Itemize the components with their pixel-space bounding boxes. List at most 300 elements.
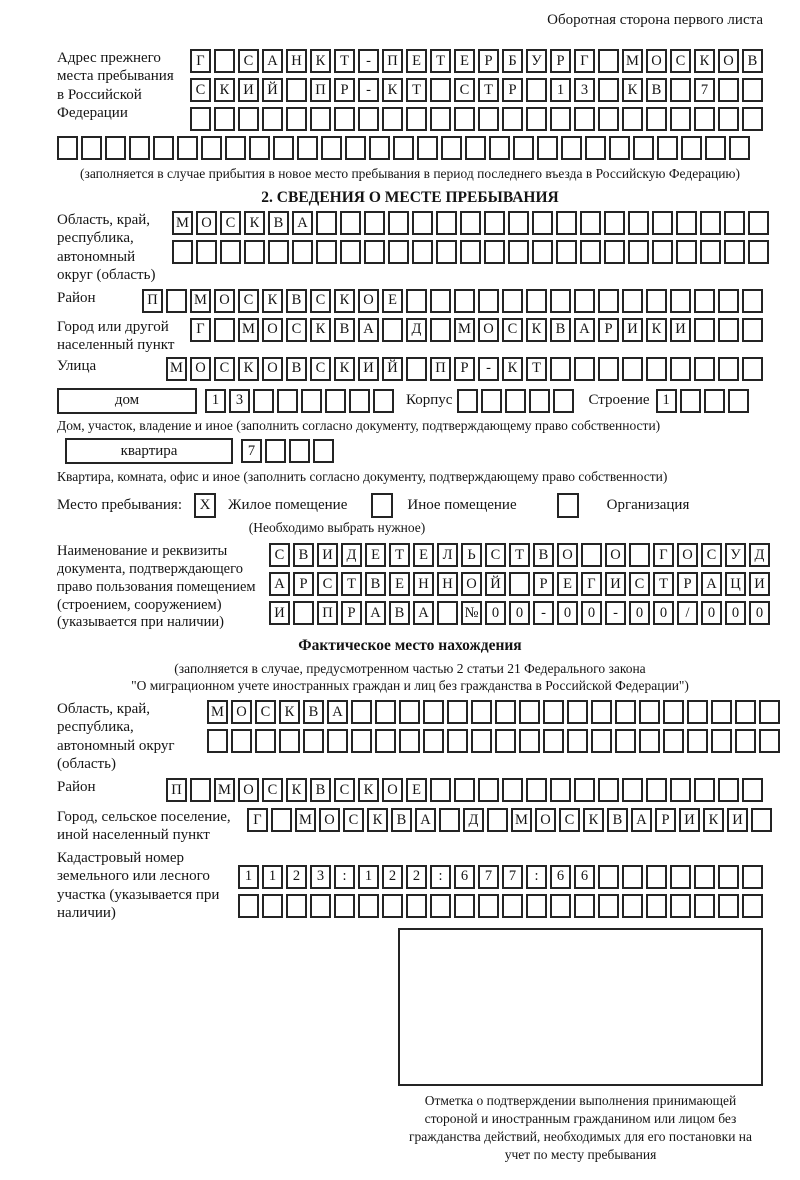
char-cell[interactable]: С	[629, 572, 650, 596]
char-cell[interactable]	[646, 289, 667, 313]
char-cell[interactable]: -	[605, 601, 626, 625]
char-cell[interactable]	[652, 211, 673, 235]
char-cell[interactable]: 1	[656, 389, 677, 413]
char-cell[interactable]	[622, 357, 643, 381]
char-cell[interactable]: 2	[286, 865, 307, 889]
char-cell[interactable]: С	[220, 211, 241, 235]
char-cell[interactable]	[705, 136, 726, 160]
char-cell[interactable]: 7	[478, 865, 499, 889]
char-cell[interactable]: Ц	[725, 572, 746, 596]
char-cell[interactable]	[345, 136, 366, 160]
char-cell[interactable]: О	[677, 543, 698, 567]
char-cell[interactable]: В	[607, 808, 628, 832]
char-cell[interactable]: М	[238, 318, 259, 342]
char-cell[interactable]: №	[461, 601, 482, 625]
char-cell[interactable]	[742, 894, 763, 918]
char-cell[interactable]: П	[166, 778, 187, 802]
char-cell[interactable]: А	[574, 318, 595, 342]
char-cell[interactable]	[81, 136, 102, 160]
char-cell[interactable]: 3	[310, 865, 331, 889]
char-cell[interactable]	[478, 778, 499, 802]
char-cell[interactable]	[553, 389, 574, 413]
char-cell[interactable]: А	[262, 49, 283, 73]
char-cell[interactable]	[742, 107, 763, 131]
char-cell[interactable]	[375, 700, 396, 724]
char-cell[interactable]	[303, 729, 324, 753]
char-cell[interactable]: С	[190, 78, 211, 102]
char-cell[interactable]: М	[511, 808, 532, 832]
char-cell[interactable]	[190, 778, 211, 802]
char-cell[interactable]	[622, 894, 643, 918]
char-cell[interactable]: С	[454, 78, 475, 102]
char-cell[interactable]: И	[317, 543, 338, 567]
char-cell[interactable]: В	[533, 543, 554, 567]
char-cell[interactable]	[253, 389, 274, 413]
char-cell[interactable]	[196, 240, 217, 264]
char-cell[interactable]	[478, 289, 499, 313]
char-cell[interactable]	[238, 894, 259, 918]
char-cell[interactable]	[399, 729, 420, 753]
char-cell[interactable]	[742, 289, 763, 313]
char-cell[interactable]: П	[310, 78, 331, 102]
char-cell[interactable]: С	[310, 357, 331, 381]
char-cell[interactable]: 2	[382, 865, 403, 889]
char-cell[interactable]: К	[358, 778, 379, 802]
char-cell[interactable]: В	[286, 289, 307, 313]
char-cell[interactable]: Н	[437, 572, 458, 596]
char-cell[interactable]	[567, 729, 588, 753]
char-cell[interactable]: -	[358, 78, 379, 102]
char-cell[interactable]	[393, 136, 414, 160]
char-cell[interactable]: С	[485, 543, 506, 567]
char-cell[interactable]: О	[461, 572, 482, 596]
char-cell[interactable]	[652, 240, 673, 264]
char-cell[interactable]: Е	[557, 572, 578, 596]
char-cell[interactable]	[358, 894, 379, 918]
char-cell[interactable]: Р	[293, 572, 314, 596]
char-cell[interactable]	[177, 136, 198, 160]
char-cell[interactable]	[351, 700, 372, 724]
char-cell[interactable]	[742, 318, 763, 342]
char-cell[interactable]	[561, 136, 582, 160]
char-cell[interactable]	[454, 894, 475, 918]
char-cell[interactable]	[207, 729, 228, 753]
char-cell[interactable]	[129, 136, 150, 160]
char-cell[interactable]	[694, 289, 715, 313]
char-cell[interactable]	[694, 107, 715, 131]
char-cell[interactable]: Й	[382, 357, 403, 381]
char-cell[interactable]: Н	[286, 49, 307, 73]
char-cell[interactable]	[670, 357, 691, 381]
char-cell[interactable]	[526, 78, 547, 102]
char-cell[interactable]	[375, 729, 396, 753]
char-cell[interactable]: Р	[334, 78, 355, 102]
char-cell[interactable]: П	[317, 601, 338, 625]
char-cell[interactable]	[301, 389, 322, 413]
char-cell[interactable]	[581, 543, 602, 567]
char-cell[interactable]: Е	[454, 49, 475, 73]
char-cell[interactable]	[519, 729, 540, 753]
char-cell[interactable]: О	[646, 49, 667, 73]
char-cell[interactable]	[759, 700, 780, 724]
char-cell[interactable]: М	[622, 49, 643, 73]
char-cell[interactable]	[742, 865, 763, 889]
char-cell[interactable]: 0	[485, 601, 506, 625]
char-cell[interactable]	[316, 240, 337, 264]
char-cell[interactable]: К	[583, 808, 604, 832]
char-cell[interactable]: Р	[341, 601, 362, 625]
char-cell[interactable]: Е	[413, 543, 434, 567]
char-cell[interactable]	[255, 729, 276, 753]
char-cell[interactable]: В	[646, 78, 667, 102]
char-cell[interactable]	[509, 572, 530, 596]
char-cell[interactable]: П	[382, 49, 403, 73]
char-cell[interactable]	[670, 289, 691, 313]
char-cell[interactable]	[591, 729, 612, 753]
char-cell[interactable]: 7	[241, 439, 262, 463]
char-cell[interactable]: Г	[247, 808, 268, 832]
char-cell[interactable]	[316, 211, 337, 235]
char-cell[interactable]: Т	[341, 572, 362, 596]
char-cell[interactable]: Т	[653, 572, 674, 596]
char-cell[interactable]	[670, 78, 691, 102]
char-cell[interactable]	[724, 211, 745, 235]
char-cell[interactable]: Й	[262, 78, 283, 102]
char-cell[interactable]: И	[622, 318, 643, 342]
char-cell[interactable]	[550, 778, 571, 802]
char-cell[interactable]: Р	[478, 49, 499, 73]
char-cell[interactable]: С	[334, 778, 355, 802]
char-cell[interactable]	[351, 729, 372, 753]
char-cell[interactable]	[471, 700, 492, 724]
char-cell[interactable]	[478, 894, 499, 918]
char-cell[interactable]: С	[343, 808, 364, 832]
char-cell[interactable]: О	[190, 357, 211, 381]
char-cell[interactable]	[598, 778, 619, 802]
char-cell[interactable]: -	[478, 357, 499, 381]
char-cell[interactable]	[609, 136, 630, 160]
char-cell[interactable]	[262, 894, 283, 918]
char-cell[interactable]	[598, 865, 619, 889]
char-cell[interactable]	[718, 865, 739, 889]
char-cell[interactable]	[279, 729, 300, 753]
char-cell[interactable]: Е	[406, 778, 427, 802]
char-cell[interactable]	[334, 894, 355, 918]
char-cell[interactable]: А	[269, 572, 290, 596]
char-cell[interactable]	[439, 808, 460, 832]
char-cell[interactable]	[718, 894, 739, 918]
char-cell[interactable]: С	[310, 289, 331, 313]
char-cell[interactable]	[646, 894, 667, 918]
char-cell[interactable]	[388, 240, 409, 264]
char-cell[interactable]	[430, 78, 451, 102]
char-cell[interactable]: А	[358, 318, 379, 342]
char-cell[interactable]: О	[605, 543, 626, 567]
char-cell[interactable]: И	[238, 78, 259, 102]
char-cell[interactable]	[711, 729, 732, 753]
char-cell[interactable]	[388, 211, 409, 235]
char-cell[interactable]	[447, 729, 468, 753]
char-cell[interactable]: 0	[557, 601, 578, 625]
char-cell[interactable]: Д	[749, 543, 770, 567]
char-cell[interactable]	[550, 357, 571, 381]
char-cell[interactable]	[580, 211, 601, 235]
char-cell[interactable]	[526, 778, 547, 802]
char-cell[interactable]: С	[255, 700, 276, 724]
char-cell[interactable]	[598, 289, 619, 313]
char-cell[interactable]: В	[742, 49, 763, 73]
char-cell[interactable]	[430, 894, 451, 918]
char-cell[interactable]: К	[526, 318, 547, 342]
char-cell[interactable]	[484, 240, 505, 264]
char-cell[interactable]	[526, 289, 547, 313]
char-cell[interactable]: Е	[389, 572, 410, 596]
char-cell[interactable]	[711, 700, 732, 724]
char-cell[interactable]	[574, 289, 595, 313]
char-cell[interactable]	[646, 107, 667, 131]
char-cell[interactable]	[349, 389, 370, 413]
char-cell[interactable]: К	[382, 78, 403, 102]
char-cell[interactable]: В	[334, 318, 355, 342]
char-cell[interactable]: А	[415, 808, 436, 832]
char-cell[interactable]	[321, 136, 342, 160]
char-cell[interactable]: В	[391, 808, 412, 832]
char-cell[interactable]: Г	[190, 318, 211, 342]
char-cell[interactable]	[457, 389, 478, 413]
char-cell[interactable]	[454, 289, 475, 313]
char-cell[interactable]	[325, 389, 346, 413]
char-cell[interactable]: О	[238, 778, 259, 802]
char-cell[interactable]: К	[334, 357, 355, 381]
char-cell[interactable]	[526, 107, 547, 131]
char-cell[interactable]: 6	[574, 865, 595, 889]
char-cell[interactable]	[262, 107, 283, 131]
char-cell[interactable]: В	[268, 211, 289, 235]
char-cell[interactable]	[556, 240, 577, 264]
char-cell[interactable]	[327, 729, 348, 753]
char-cell[interactable]: Р	[655, 808, 676, 832]
char-cell[interactable]	[680, 389, 701, 413]
char-cell[interactable]: 1	[358, 865, 379, 889]
char-cell[interactable]: Е	[382, 289, 403, 313]
char-cell[interactable]: Т	[509, 543, 530, 567]
char-cell[interactable]	[646, 357, 667, 381]
char-cell[interactable]: Р	[598, 318, 619, 342]
char-cell[interactable]	[430, 318, 451, 342]
char-cell[interactable]: П	[142, 289, 163, 313]
char-cell[interactable]	[694, 357, 715, 381]
char-cell[interactable]: А	[292, 211, 313, 235]
char-cell[interactable]: О	[557, 543, 578, 567]
char-cell[interactable]: С	[269, 543, 290, 567]
char-cell[interactable]: Р	[502, 78, 523, 102]
char-cell[interactable]	[412, 240, 433, 264]
char-cell[interactable]	[454, 778, 475, 802]
char-cell[interactable]: 6	[454, 865, 475, 889]
char-cell[interactable]: А	[701, 572, 722, 596]
char-cell[interactable]	[358, 107, 379, 131]
char-cell[interactable]	[465, 136, 486, 160]
char-cell[interactable]	[718, 357, 739, 381]
char-cell[interactable]	[676, 240, 697, 264]
char-cell[interactable]	[508, 211, 529, 235]
char-cell[interactable]: /	[677, 601, 698, 625]
char-cell[interactable]: О	[196, 211, 217, 235]
char-cell[interactable]: 0	[749, 601, 770, 625]
char-cell[interactable]: О	[319, 808, 340, 832]
char-cell[interactable]: К	[279, 700, 300, 724]
char-cell[interactable]: 7	[694, 78, 715, 102]
char-cell[interactable]	[718, 778, 739, 802]
char-cell[interactable]	[412, 211, 433, 235]
char-cell[interactable]: С	[701, 543, 722, 567]
char-cell[interactable]: Р	[533, 572, 554, 596]
char-cell[interactable]	[670, 865, 691, 889]
char-cell[interactable]	[310, 107, 331, 131]
char-cell[interactable]: К	[703, 808, 724, 832]
char-cell[interactable]: Т	[406, 78, 427, 102]
char-cell[interactable]: М	[454, 318, 475, 342]
char-cell[interactable]	[639, 700, 660, 724]
char-cell[interactable]: К	[244, 211, 265, 235]
char-cell[interactable]	[373, 389, 394, 413]
char-cell[interactable]: Т	[478, 78, 499, 102]
char-cell[interactable]	[574, 107, 595, 131]
char-cell[interactable]: К	[367, 808, 388, 832]
char-cell[interactable]: О	[718, 49, 739, 73]
char-cell[interactable]: М	[172, 211, 193, 235]
char-cell[interactable]	[694, 894, 715, 918]
char-cell[interactable]: :	[430, 865, 451, 889]
char-cell[interactable]: И	[358, 357, 379, 381]
char-cell[interactable]	[543, 700, 564, 724]
char-cell[interactable]: 7	[502, 865, 523, 889]
char-cell[interactable]: 0	[629, 601, 650, 625]
char-cell[interactable]: К	[694, 49, 715, 73]
char-cell[interactable]	[166, 289, 187, 313]
char-cell[interactable]	[487, 808, 508, 832]
char-cell[interactable]	[313, 439, 334, 463]
char-cell[interactable]	[580, 240, 601, 264]
char-cell[interactable]	[742, 778, 763, 802]
char-cell[interactable]	[604, 240, 625, 264]
char-cell[interactable]	[436, 240, 457, 264]
char-cell[interactable]: 3	[574, 78, 595, 102]
char-cell[interactable]	[604, 211, 625, 235]
char-cell[interactable]: С	[214, 357, 235, 381]
char-cell[interactable]	[639, 729, 660, 753]
char-cell[interactable]: М	[207, 700, 228, 724]
char-cell[interactable]: И	[269, 601, 290, 625]
char-cell[interactable]: 1	[205, 389, 226, 413]
char-cell[interactable]	[495, 700, 516, 724]
char-cell[interactable]: В	[303, 700, 324, 724]
char-cell[interactable]	[759, 729, 780, 753]
char-cell[interactable]	[622, 778, 643, 802]
char-cell[interactable]: 1	[550, 78, 571, 102]
char-cell[interactable]	[735, 729, 756, 753]
char-cell[interactable]	[532, 211, 553, 235]
char-cell[interactable]	[694, 865, 715, 889]
char-cell[interactable]	[615, 700, 636, 724]
char-cell[interactable]: Г	[581, 572, 602, 596]
char-cell[interactable]: Р	[454, 357, 475, 381]
char-cell[interactable]	[748, 240, 769, 264]
char-cell[interactable]	[543, 729, 564, 753]
char-cell[interactable]: :	[526, 865, 547, 889]
char-cell[interactable]	[751, 808, 772, 832]
char-cell[interactable]: В	[286, 357, 307, 381]
char-cell[interactable]	[423, 700, 444, 724]
char-cell[interactable]: 0	[701, 601, 722, 625]
char-cell[interactable]	[277, 389, 298, 413]
checkbox-organization[interactable]	[557, 493, 579, 518]
char-cell[interactable]	[406, 357, 427, 381]
char-cell[interactable]	[694, 778, 715, 802]
char-cell[interactable]: С	[238, 49, 259, 73]
char-cell[interactable]	[508, 240, 529, 264]
char-cell[interactable]	[687, 700, 708, 724]
char-cell[interactable]	[502, 778, 523, 802]
char-cell[interactable]	[598, 78, 619, 102]
char-cell[interactable]	[718, 318, 739, 342]
char-cell[interactable]	[244, 240, 265, 264]
char-cell[interactable]: О	[262, 357, 283, 381]
char-cell[interactable]	[220, 240, 241, 264]
char-cell[interactable]: К	[238, 357, 259, 381]
char-cell[interactable]	[268, 240, 289, 264]
char-cell[interactable]	[471, 729, 492, 753]
char-cell[interactable]: О	[382, 778, 403, 802]
char-cell[interactable]	[591, 700, 612, 724]
char-cell[interactable]: К	[622, 78, 643, 102]
char-cell[interactable]	[214, 49, 235, 73]
char-cell[interactable]	[646, 778, 667, 802]
char-cell[interactable]	[310, 894, 331, 918]
char-cell[interactable]	[502, 107, 523, 131]
char-cell[interactable]	[489, 136, 510, 160]
char-cell[interactable]	[718, 289, 739, 313]
char-cell[interactable]: К	[334, 289, 355, 313]
char-cell[interactable]	[676, 211, 697, 235]
char-cell[interactable]: 2	[406, 865, 427, 889]
char-cell[interactable]	[57, 136, 78, 160]
char-cell[interactable]: М	[166, 357, 187, 381]
char-cell[interactable]: В	[365, 572, 386, 596]
char-cell[interactable]: О	[214, 289, 235, 313]
char-cell[interactable]	[289, 439, 310, 463]
char-cell[interactable]	[172, 240, 193, 264]
char-cell[interactable]: О	[231, 700, 252, 724]
char-cell[interactable]: Р	[677, 572, 698, 596]
char-cell[interactable]	[505, 389, 526, 413]
char-cell[interactable]: Е	[406, 49, 427, 73]
char-cell[interactable]: -	[358, 49, 379, 73]
char-cell[interactable]	[430, 289, 451, 313]
char-cell[interactable]	[742, 357, 763, 381]
char-cell[interactable]	[286, 78, 307, 102]
char-cell[interactable]	[340, 240, 361, 264]
char-cell[interactable]	[574, 357, 595, 381]
char-cell[interactable]: -	[533, 601, 554, 625]
char-cell[interactable]	[700, 240, 721, 264]
char-cell[interactable]	[364, 211, 385, 235]
char-cell[interactable]: Р	[550, 49, 571, 73]
char-cell[interactable]: Л	[437, 543, 458, 567]
checkbox-other-premises[interactable]	[371, 493, 393, 518]
char-cell[interactable]	[190, 107, 211, 131]
char-cell[interactable]: И	[605, 572, 626, 596]
